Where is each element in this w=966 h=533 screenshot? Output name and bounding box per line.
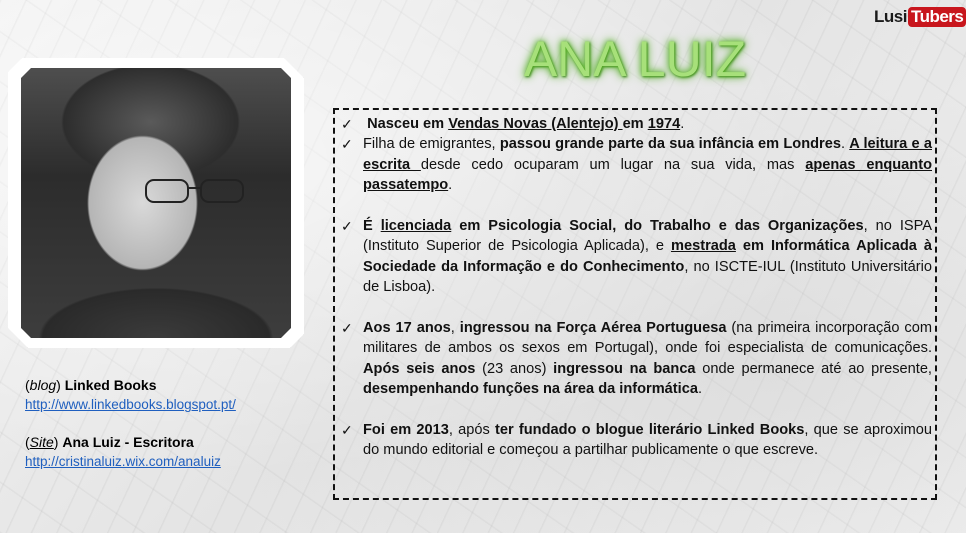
blog-tag: blog xyxy=(29,377,57,393)
bio-content xyxy=(340,114,932,461)
check-icon: ✓ xyxy=(341,320,353,337)
portrait-frame xyxy=(8,58,304,348)
blog-link[interactable]: http://www.linkedbooks.blogspot.pt/ xyxy=(25,397,236,412)
bio-text: Nasceu em Vendas Novas (Alentejo) em 1974. xyxy=(367,116,685,132)
logo-text-tubers: Tubers xyxy=(908,7,966,27)
blog-name: Linked Books xyxy=(64,377,157,393)
bio-text: Foi em 2013, após ter fundado o blogue literário Linked Books, que se aproximou do mundo editorial e começou a partilhar publicamente o que escreve. xyxy=(363,422,933,459)
page-title: ANA LUIZ xyxy=(523,31,747,87)
bio-item-childhood xyxy=(340,134,932,195)
site-url-row xyxy=(25,452,236,471)
logo-text-lusi: Lusi xyxy=(874,7,907,26)
check-icon: ✓ xyxy=(341,422,353,439)
check-icon: ✓ xyxy=(341,116,353,132)
check-icon: ✓ xyxy=(341,218,353,235)
site-row: (Site) Ana Luiz - Escritora xyxy=(25,434,194,450)
glasses-shape xyxy=(141,176,251,206)
bio-text: Filha de emigrantes, passou grande parte da sua infância em Londres. A leitura e a escrita desde cedo ocuparam um lugar na sua vida, mas apenas enquanto passatempo. xyxy=(363,136,932,194)
lusitubers-logo xyxy=(874,4,964,30)
site-tag: Site xyxy=(29,434,54,450)
check-icon: ✓ xyxy=(341,136,353,153)
links-panel xyxy=(25,376,236,471)
bio-item-birth xyxy=(340,114,932,134)
portrait-photo xyxy=(21,68,291,338)
bio-item-education xyxy=(340,216,932,298)
blog-row: (blog) Linked Books xyxy=(25,377,157,393)
bio-text: Aos 17 anos, ingressou na Força Aérea Portuguesa (na primeira incorporação com militares de ambos os sexos em Portugal), onde foi especialista de comunicações. Após seis anos (23 anos) ingressou na banca onde permanece até ao presente, desempenhando funções na área da informática. xyxy=(363,320,932,398)
bio-item-writing xyxy=(340,420,932,461)
bio-text: É licenciada em Psicologia Social, do Trabalho e das Organizações, no ISPA (Instituto Superior de Psicologia Aplicada), e mestrada em Informática Aplicada à Sociedade da Informação e do Conhecimento, no ISCTE-IUL (Instituto Universitário de Lisboa). xyxy=(363,218,933,296)
site-link[interactable]: http://cristinaluiz.wix.com/analuiz xyxy=(25,454,221,469)
blog-url-row xyxy=(25,395,236,414)
bio-item-career xyxy=(340,318,932,400)
site-name: Ana Luiz - Escritora xyxy=(62,434,194,450)
